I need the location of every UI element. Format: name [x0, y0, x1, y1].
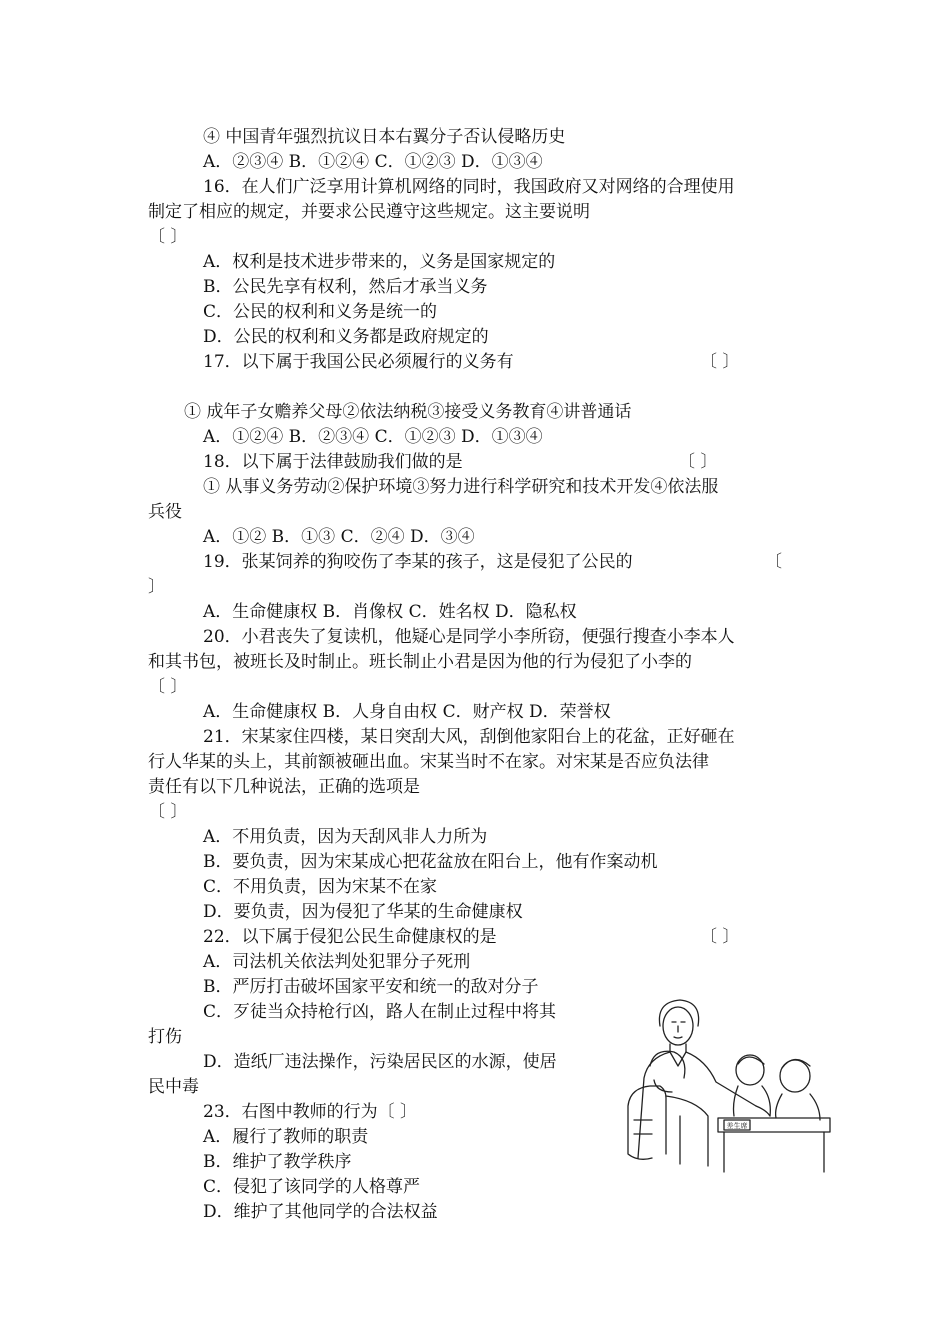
- q16-option-b: B．公民先享有权利，然后才承当义务: [203, 277, 488, 297]
- q21-option-b: B．要负责，因为宋某成心把花盆放在阳台上，他有作案动机: [203, 852, 658, 872]
- q23-option-b: B．维护了教学秩序: [203, 1152, 352, 1172]
- q22-option-b: B．严厉打击破坏国家平安和统一的敌对分子: [203, 977, 539, 997]
- q20-answer-bracket: 〔 〕: [148, 677, 188, 697]
- q23-option-a: A．履行了教师的职责: [203, 1127, 369, 1147]
- q23-option-c: C．侵犯了该同学的人格尊严: [203, 1177, 421, 1197]
- q21-stem-line-2: 行人华某的头上，其前额被砸出血。宋某当时不在家。对宋某是否应负法律: [148, 752, 709, 772]
- q19-bracket-open: 〔: [765, 552, 782, 572]
- teacher-figure: [638, 1000, 770, 1158]
- q15-option-4: ④ 中国青年强烈抗议日本右翼分子否认侵略历史: [203, 127, 566, 147]
- q22-option-d-line-2: 民中毒: [148, 1077, 199, 1097]
- desk-sign-text: 差生席: [726, 1122, 748, 1130]
- q22-option-d-line-1: D．造纸厂违法操作，污染居民区的水源，使居: [203, 1052, 557, 1072]
- q16-stem-line-1: 16．在人们广泛享用计算机网络的同时，我国政府又对网络的合理使用: [203, 177, 735, 197]
- q23-option-d: D．维护了其他同学的合法权益: [203, 1202, 438, 1222]
- q18-items-line-2: 兵役: [148, 502, 182, 522]
- q21-option-c: C．不用负责，因为宋某不在家: [203, 877, 438, 897]
- q16-stem-line-2: 制定了相应的规定，并要求公民遵守这些规定。这主要说明: [148, 202, 590, 222]
- q15-choices: A．②③④ B．①②④ C．①②③ D．①③④: [203, 152, 543, 172]
- q16-option-c: C．公民的权利和义务是统一的: [203, 302, 438, 322]
- q21-option-a: A．不用负责，因为天刮风非人力所为: [203, 827, 488, 847]
- q22-option-c-line-2: 打伤: [148, 1027, 182, 1047]
- classroom-illustration: [620, 996, 835, 1176]
- q18-answer-bracket: 〔 〕: [678, 452, 718, 472]
- q20-stem-line-1: 20．小君丧失了复读机，他疑心是同学小李所窃，便强行搜查小李本人: [203, 627, 735, 647]
- q18-items-line-1: ① 从事义务劳动②保护环境③努力进行科学研究和技术开发④依法服: [203, 477, 719, 497]
- q20-choices: A．生命健康权 B．人身自由权 C．财产权 D．荣誉权: [203, 702, 611, 722]
- q22-option-a: A．司法机关依法判处犯罪分子死刑: [203, 952, 471, 972]
- q17-stem: 17．以下属于我国公民必须履行的义务有: [203, 352, 514, 372]
- q21-stem-line-3: 责任有以下几种说法，正确的选项是: [148, 777, 420, 797]
- q19-bracket-close: 〕: [148, 577, 165, 597]
- q19-choices: A．生命健康权 B．肖像权 C．姓名权 D．隐私权: [203, 602, 577, 622]
- q21-option-d: D．要负责，因为侵犯了华某的生命健康权: [203, 902, 523, 922]
- q23-stem: 23．右图中教师的行为〔 〕: [203, 1102, 418, 1122]
- q16-option-a: A．权利是技术进步带来的，义务是国家规定的: [203, 252, 556, 272]
- q22-option-c-line-1: C．歹徒当众持枪行凶，路人在制止过程中将其: [203, 1002, 557, 1022]
- student-with-backpack-figure: [628, 1051, 708, 1166]
- q17-items: ① 成年子女赡养父母②依法纳税③接受义务教育④讲普通话: [184, 402, 632, 422]
- q19-stem: 19．张某饲养的狗咬伤了李某的孩子，这是侵犯了公民的: [203, 552, 633, 572]
- q18-choices: A．①② B．①③ C．②④ D．③④: [203, 527, 475, 547]
- q17-answer-bracket: 〔 〕: [700, 352, 740, 372]
- q16-option-d: D．公民的权利和义务都是政府规定的: [203, 327, 489, 347]
- q18-stem: 18．以下属于法律鼓励我们做的是: [203, 452, 463, 472]
- q22-stem: 22．以下属于侵犯公民生命健康权的是: [203, 927, 497, 947]
- q21-answer-bracket: 〔 〕: [148, 802, 188, 822]
- q21-stem-line-1: 21．宋某家住四楼，某日突刮大风，刮倒他家阳台上的花盆，正好砸在: [203, 727, 735, 747]
- seated-students-figure: [734, 1055, 821, 1120]
- q22-answer-bracket: 〔 〕: [700, 927, 740, 947]
- q16-answer-bracket: 〔 〕: [148, 227, 188, 247]
- q17-choices: A．①②④ B．②③④ C．①②③ D．①③④: [203, 427, 543, 447]
- q20-stem-line-2: 和其书包，被班长及时制止。班长制止小君是因为他的行为侵犯了小李的: [148, 652, 692, 672]
